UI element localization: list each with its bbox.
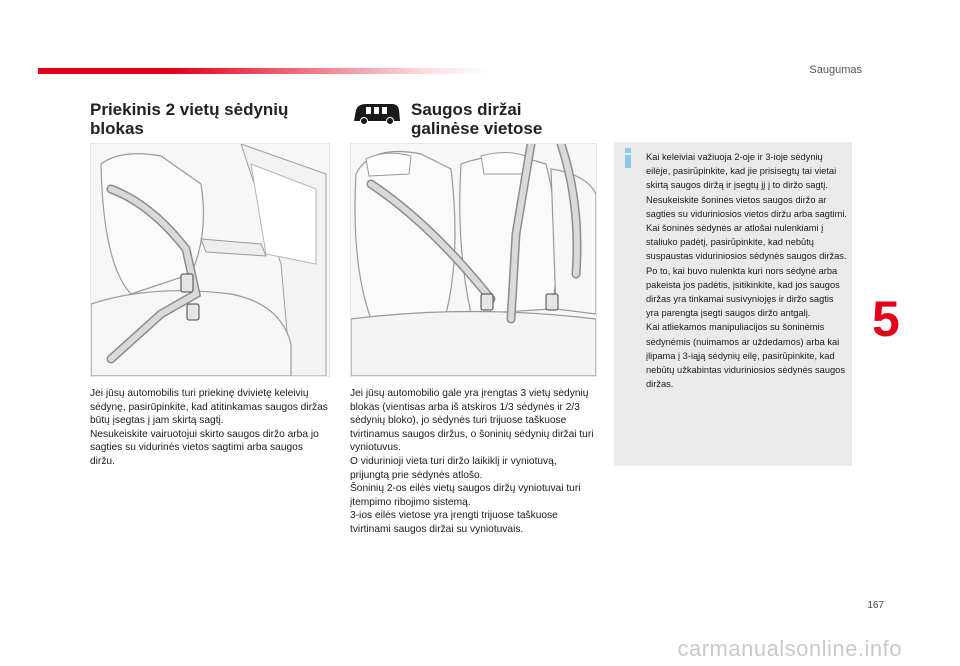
right-paragraph-2: O vidurinioji vieta turi diržo laikiklį ir vyniotuvą, prijungtą prie sėdynės atlošo. (350, 455, 557, 481)
front-seat-drawing (91, 144, 329, 376)
section-title: Saugumas (809, 64, 862, 76)
left-paragraph-2: Nesukeiskite vairuotojui skirto saugos diržo arba jo sagties su vidurinės vietos sagtimi arba saugos diržu. (90, 428, 319, 467)
info-text (646, 150, 848, 391)
right-body-text (350, 387, 598, 537)
right-paragraph-4: 3-ios eilės vietose yra įrengti trijuose taškuose tvirtinami saugos diržai su vyniotuvais. (350, 510, 558, 535)
rear-seat-drawing (351, 144, 596, 376)
info-paragraph-3: Kai šoninės sėdynės ar atlošai nulenkiami į staliuko padėtį, pasirūpinkite, kad nebūtų suspaustas viduriniosios sėdynės saugos diržas. (646, 223, 847, 262)
right-paragraph-3: Šoninių 2-os eilės vietų saugos diržų vyniotuvai turi įtempimo ribojimo sistemą. (350, 483, 581, 508)
info-paragraph-2: Nesukeiskite šoninės vietos saugos diržo ar sagties su viduriniosios vietos diržu arba sagtimi. (646, 194, 848, 219)
info-box (614, 142, 852, 466)
info-paragraph-4: Po to, kai buvo nulenkta kuri nors sėdynė arba pakeista jos padėtis, įsitikinkite, kad jos saugos diržas yra tinkamai susivyniojęs ir diržo sagtis yra parengta įsegti saugos diržo antgalį. (646, 265, 840, 319)
page-number: 167 (867, 600, 884, 611)
left-section-title: Priekinis 2 vietų sėdynių blokas (90, 100, 289, 138)
right-paragraph-1: Jei jūsų automobilio gale yra įrengtas 3 vietų sėdynių blokas (vientisas arba iš atskiros 1/3 sėdynės ir 2/3 sėdynių bloko), jo sėdynės turi trijuose taškuose tvirtinamus saugos diržus, o šoninių sėdynių diržai turi vyniotuvus. (350, 388, 594, 454)
header-accent-bar (38, 68, 488, 74)
left-body-text (90, 387, 330, 469)
rear-seat-belt-illustration (350, 143, 597, 377)
right-section-title: Saugos diržai galinėse vietose (411, 100, 543, 138)
front-seat-belt-illustration (90, 143, 330, 377)
van-seats-icon (352, 101, 402, 125)
watermark: carmanualsonline.info (677, 636, 902, 661)
chapter-number: 5 (872, 291, 900, 347)
info-paragraph-5: Kai atliekamos manipuliacijos su šoninėmis sėdynėmis (nuimamos ar uždedamos) arba kai įlipama į 3-iąją sėdynių eilę, pasirūpinkite, kad nebūtų užkabintas viduriniosios sėdynės saugos diržas. (646, 322, 845, 390)
info-icon (622, 148, 634, 168)
left-paragraph-1: Jei jūsų automobilis turi priekinę dvivietę keleivių sėdynę, pasirūpinkite, kad atitinkamas saugos diržas būtų įsegtas į jam skirtą sagtį. (90, 388, 328, 427)
info-paragraph-1: Kai keleiviai važiuoja 2-oje ir 3-ioje sėdynių eilėje, pasirūpinkite, kad jie prisisegtų tai vietai skirtą saugos diržą ir įsegtų jį į to diržo sagtį. (646, 152, 837, 191)
